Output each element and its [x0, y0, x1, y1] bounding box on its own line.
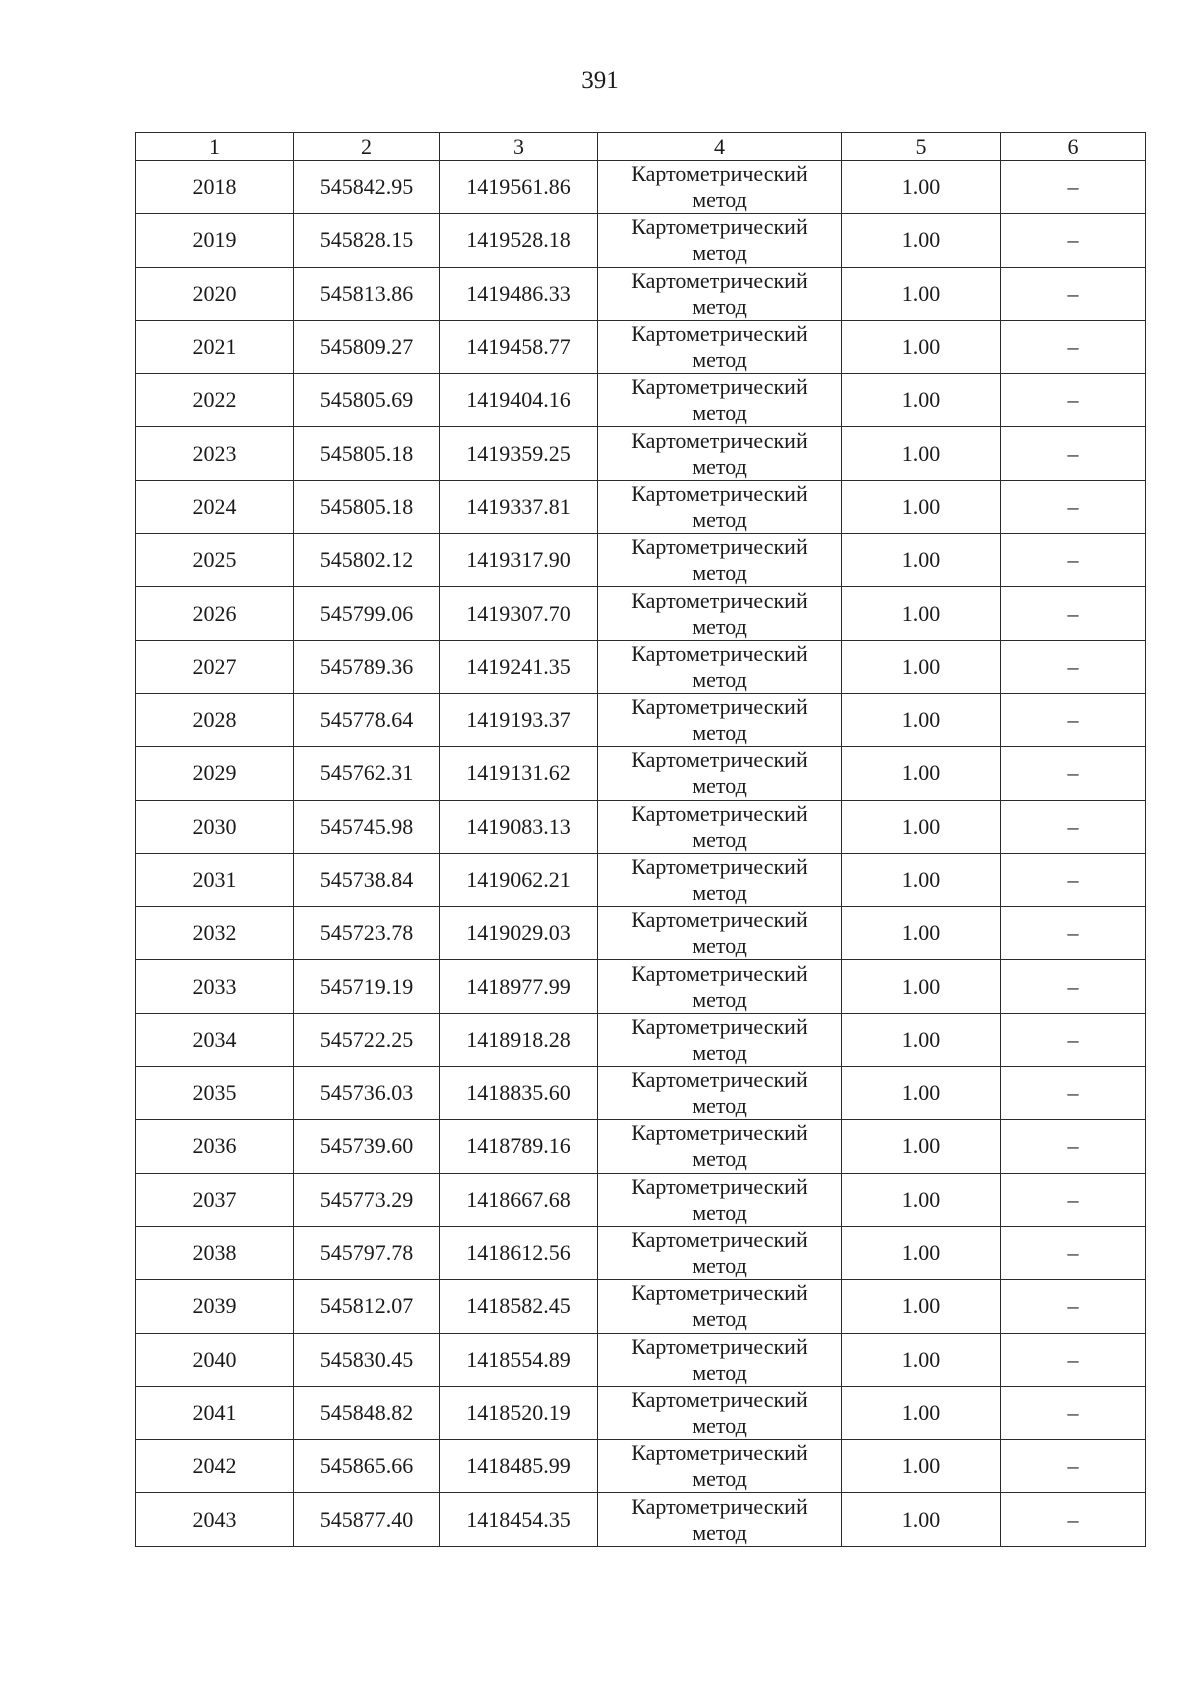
method-line-2: метод [692, 347, 747, 373]
note-cell: – [1001, 161, 1146, 214]
point-number-cell: 2024 [136, 480, 294, 533]
x-coordinate-cell: 545828.15 [294, 214, 440, 267]
y-coordinate-cell: 1418554.89 [440, 1333, 598, 1386]
accuracy-cell: 1.00 [842, 267, 1001, 320]
table-row [136, 1440, 1146, 1493]
point-number-cell: 2025 [136, 534, 294, 587]
y-coordinate-cell: 1418667.68 [440, 1173, 598, 1226]
x-coordinate-cell: 545762.31 [294, 747, 440, 800]
accuracy-cell: 1.00 [842, 1440, 1001, 1493]
method-cell [598, 320, 842, 373]
note-cell: – [1001, 1493, 1146, 1546]
accuracy-cell: 1.00 [842, 214, 1001, 267]
table-row [136, 161, 1146, 214]
method-line-1: Картометрический [631, 854, 808, 879]
page-number: 391 [581, 67, 619, 94]
column-header-4: 4 [598, 133, 842, 161]
method-cell [598, 534, 842, 587]
x-coordinate-cell: 545739.60 [294, 1120, 440, 1173]
method-line-2: метод [692, 1093, 747, 1119]
x-coordinate-cell: 545865.66 [294, 1440, 440, 1493]
point-number-cell: 2041 [136, 1386, 294, 1439]
y-coordinate-cell: 1418835.60 [440, 1067, 598, 1120]
method-line-1: Картометрический [631, 1440, 808, 1466]
y-coordinate-cell: 1419317.90 [440, 534, 598, 587]
method-line-2: метод [692, 293, 747, 319]
table-row [136, 587, 1146, 640]
table-row [136, 1333, 1146, 1386]
table-row [136, 800, 1146, 853]
note-cell: – [1001, 587, 1146, 640]
y-coordinate-cell: 1419193.37 [440, 693, 598, 746]
method-line-1: Картометрический [631, 534, 808, 560]
method-line-2: метод [692, 400, 747, 426]
point-number-cell: 2026 [136, 587, 294, 640]
column-header-3: 3 [440, 133, 598, 161]
table-row [136, 480, 1146, 533]
accuracy-cell: 1.00 [842, 427, 1001, 480]
y-coordinate-cell: 1418977.99 [440, 960, 598, 1013]
y-coordinate-cell: 1419561.86 [440, 161, 598, 214]
table-row [136, 747, 1146, 800]
method-line-1: Картометрический [631, 1120, 808, 1146]
accuracy-cell: 1.00 [842, 480, 1001, 533]
note-cell: – [1001, 1333, 1146, 1386]
accuracy-cell: 1.00 [842, 1013, 1001, 1066]
y-coordinate-cell: 1418454.35 [440, 1493, 598, 1546]
table-header [136, 133, 1146, 161]
method-cell [598, 1386, 842, 1439]
point-number-cell: 2030 [136, 800, 294, 853]
note-cell: – [1001, 1226, 1146, 1279]
method-cell [598, 480, 842, 533]
method-line-2: метод [692, 1253, 747, 1279]
table-row [136, 1386, 1146, 1439]
accuracy-cell: 1.00 [842, 1386, 1001, 1439]
note-cell: – [1001, 907, 1146, 960]
method-cell [598, 267, 842, 320]
accuracy-cell: 1.00 [842, 1493, 1001, 1546]
x-coordinate-cell: 545842.95 [294, 161, 440, 214]
method-line-2: метод [692, 1306, 747, 1332]
point-number-cell: 2029 [136, 747, 294, 800]
point-number-cell: 2021 [136, 320, 294, 373]
table-row [136, 1013, 1146, 1066]
accuracy-cell: 1.00 [842, 534, 1001, 587]
y-coordinate-cell: 1419241.35 [440, 640, 598, 693]
accuracy-cell: 1.00 [842, 320, 1001, 373]
method-line-2: метод [692, 720, 747, 746]
method-line-2: метод [692, 1199, 747, 1225]
method-line-1: Картометрический [631, 1386, 808, 1412]
table-row [136, 534, 1146, 587]
method-cell [598, 960, 842, 1013]
x-coordinate-cell: 545736.03 [294, 1067, 440, 1120]
note-cell: – [1001, 640, 1146, 693]
method-line-1: Картометрический [631, 907, 808, 933]
method-line-1: Картометрический [631, 214, 808, 240]
note-cell: – [1001, 747, 1146, 800]
table-row [136, 427, 1146, 480]
x-coordinate-cell: 545805.18 [294, 427, 440, 480]
method-line-1: Картометрический [631, 1333, 808, 1359]
method-line-1: Картометрический [631, 640, 808, 666]
accuracy-cell: 1.00 [842, 1120, 1001, 1173]
y-coordinate-cell: 1419029.03 [440, 907, 598, 960]
accuracy-cell: 1.00 [842, 587, 1001, 640]
method-line-1: Картометрический [631, 1013, 808, 1039]
x-coordinate-cell: 545802.12 [294, 534, 440, 587]
accuracy-cell: 1.00 [842, 800, 1001, 853]
method-line-1: Картометрический [631, 374, 808, 400]
point-number-cell: 2034 [136, 1013, 294, 1066]
note-cell: – [1001, 693, 1146, 746]
x-coordinate-cell: 545722.25 [294, 1013, 440, 1066]
point-number-cell: 2042 [136, 1440, 294, 1493]
x-coordinate-cell: 545797.78 [294, 1226, 440, 1279]
point-number-cell: 2037 [136, 1173, 294, 1226]
point-number-cell: 2032 [136, 907, 294, 960]
point-number-cell: 2036 [136, 1120, 294, 1173]
table-row [136, 374, 1146, 427]
point-number-cell: 2027 [136, 640, 294, 693]
method-line-2: метод [692, 826, 747, 852]
y-coordinate-cell: 1419337.81 [440, 480, 598, 533]
y-coordinate-cell: 1418918.28 [440, 1013, 598, 1066]
accuracy-cell: 1.00 [842, 907, 1001, 960]
y-coordinate-cell: 1418612.56 [440, 1226, 598, 1279]
method-line-1: Картометрический [631, 321, 808, 347]
accuracy-cell: 1.00 [842, 1333, 1001, 1386]
point-number-cell: 2028 [136, 693, 294, 746]
point-number-cell: 2019 [136, 214, 294, 267]
method-cell [598, 1333, 842, 1386]
method-line-2: метод [692, 773, 747, 799]
table-row [136, 320, 1146, 373]
note-cell: – [1001, 1173, 1146, 1226]
x-coordinate-cell: 545813.86 [294, 267, 440, 320]
method-cell [598, 1440, 842, 1493]
header-row [136, 133, 1146, 161]
method-line-2: метод [692, 187, 747, 213]
point-number-cell: 2043 [136, 1493, 294, 1546]
method-line-1: Картометрический [631, 587, 808, 613]
method-line-1: Картометрический [631, 427, 808, 453]
method-cell [598, 161, 842, 214]
y-coordinate-cell: 1419083.13 [440, 800, 598, 853]
table-row [136, 1173, 1146, 1226]
method-line-2: метод [692, 240, 747, 266]
method-line-2: метод [692, 453, 747, 479]
method-line-1: Картометрический [631, 960, 808, 986]
note-cell: – [1001, 374, 1146, 427]
y-coordinate-cell: 1419404.16 [440, 374, 598, 427]
method-line-1: Картометрический [631, 1280, 808, 1306]
note-cell: – [1001, 1280, 1146, 1333]
method-cell [598, 747, 842, 800]
accuracy-cell: 1.00 [842, 853, 1001, 906]
column-header-2: 2 [294, 133, 440, 161]
note-cell: – [1001, 214, 1146, 267]
note-cell: – [1001, 800, 1146, 853]
note-cell: – [1001, 1440, 1146, 1493]
method-line-2: метод [692, 1412, 747, 1438]
point-number-cell: 2040 [136, 1333, 294, 1386]
accuracy-cell: 1.00 [842, 1280, 1001, 1333]
y-coordinate-cell: 1418789.16 [440, 1120, 598, 1173]
table-row [136, 267, 1146, 320]
y-coordinate-cell: 1419528.18 [440, 214, 598, 267]
method-line-2: метод [692, 986, 747, 1012]
point-number-cell: 2035 [136, 1067, 294, 1120]
y-coordinate-cell: 1418485.99 [440, 1440, 598, 1493]
method-line-2: метод [692, 1146, 747, 1172]
point-number-cell: 2020 [136, 267, 294, 320]
method-cell [598, 214, 842, 267]
method-line-2: метод [692, 506, 747, 532]
method-cell [598, 640, 842, 693]
point-number-cell: 2033 [136, 960, 294, 1013]
y-coordinate-cell: 1418582.45 [440, 1280, 598, 1333]
coordinates-table [135, 132, 1146, 1547]
method-line-1: Картометрический [631, 480, 808, 506]
method-cell [598, 853, 842, 906]
column-header-1: 1 [136, 133, 294, 161]
point-number-cell: 2023 [136, 427, 294, 480]
method-line-2: метод [692, 1466, 747, 1492]
note-cell: – [1001, 960, 1146, 1013]
method-line-2: метод [692, 1519, 747, 1545]
method-line-2: метод [692, 880, 747, 905]
point-number-cell: 2022 [136, 374, 294, 427]
method-cell [598, 427, 842, 480]
table-row [136, 214, 1146, 267]
method-line-2: метод [692, 1359, 747, 1385]
column-header-5: 5 [842, 133, 1001, 161]
method-line-2: метод [692, 1039, 747, 1065]
x-coordinate-cell: 545778.64 [294, 693, 440, 746]
point-number-cell: 2018 [136, 161, 294, 214]
x-coordinate-cell: 545848.82 [294, 1386, 440, 1439]
x-coordinate-cell: 545789.36 [294, 640, 440, 693]
x-coordinate-cell: 545773.29 [294, 1173, 440, 1226]
method-line-1: Картометрический [631, 1067, 808, 1093]
accuracy-cell: 1.00 [842, 640, 1001, 693]
x-coordinate-cell: 545812.07 [294, 1280, 440, 1333]
table-row [136, 1226, 1146, 1279]
method-line-1: Картометрический [631, 161, 808, 187]
method-line-1: Картометрический [631, 1173, 808, 1199]
method-cell [598, 800, 842, 853]
method-cell [598, 1013, 842, 1066]
note-cell: – [1001, 320, 1146, 373]
y-coordinate-cell: 1419062.21 [440, 853, 598, 906]
table-row [136, 1067, 1146, 1120]
note-cell: – [1001, 1013, 1146, 1066]
accuracy-cell: 1.00 [842, 747, 1001, 800]
point-number-cell: 2039 [136, 1280, 294, 1333]
table-row [136, 1493, 1146, 1546]
x-coordinate-cell: 545809.27 [294, 320, 440, 373]
y-coordinate-cell: 1419307.70 [440, 587, 598, 640]
table-row [136, 693, 1146, 746]
table-row [136, 640, 1146, 693]
x-coordinate-cell: 545830.45 [294, 1333, 440, 1386]
x-coordinate-cell: 545723.78 [294, 907, 440, 960]
point-number-cell: 2038 [136, 1226, 294, 1279]
method-line-1: Картометрический [631, 267, 808, 293]
x-coordinate-cell: 545805.69 [294, 374, 440, 427]
note-cell: – [1001, 1120, 1146, 1173]
note-cell: – [1001, 534, 1146, 587]
x-coordinate-cell: 545805.18 [294, 480, 440, 533]
accuracy-cell: 1.00 [842, 960, 1001, 1013]
method-line-1: Картометрический [631, 800, 808, 826]
method-cell [598, 1280, 842, 1333]
y-coordinate-cell: 1418520.19 [440, 1386, 598, 1439]
note-cell: – [1001, 267, 1146, 320]
table-row [136, 1120, 1146, 1173]
x-coordinate-cell: 545745.98 [294, 800, 440, 853]
method-line-2: метод [692, 613, 747, 639]
accuracy-cell: 1.00 [842, 374, 1001, 427]
accuracy-cell: 1.00 [842, 1067, 1001, 1120]
column-header-6: 6 [1001, 133, 1146, 161]
table-row [136, 853, 1146, 906]
y-coordinate-cell: 1419131.62 [440, 747, 598, 800]
method-cell [598, 1226, 842, 1279]
method-line-2: метод [692, 933, 747, 959]
method-line-1: Картометрический [631, 1493, 808, 1519]
accuracy-cell: 1.00 [842, 1173, 1001, 1226]
method-cell [598, 693, 842, 746]
accuracy-cell: 1.00 [842, 693, 1001, 746]
table-body [136, 161, 1146, 1547]
accuracy-cell: 1.00 [842, 161, 1001, 214]
method-line-2: метод [692, 560, 747, 586]
method-line-1: Картометрический [631, 694, 808, 720]
x-coordinate-cell: 545719.19 [294, 960, 440, 1013]
method-cell [598, 1120, 842, 1173]
y-coordinate-cell: 1419486.33 [440, 267, 598, 320]
method-cell [598, 587, 842, 640]
x-coordinate-cell: 545799.06 [294, 587, 440, 640]
y-coordinate-cell: 1419458.77 [440, 320, 598, 373]
table-row [136, 907, 1146, 960]
method-line-2: метод [692, 666, 747, 692]
method-cell [598, 907, 842, 960]
x-coordinate-cell: 545738.84 [294, 853, 440, 906]
note-cell: – [1001, 480, 1146, 533]
table-row [136, 1280, 1146, 1333]
method-cell [598, 1067, 842, 1120]
y-coordinate-cell: 1419359.25 [440, 427, 598, 480]
method-cell [598, 374, 842, 427]
accuracy-cell: 1.00 [842, 1226, 1001, 1279]
note-cell: – [1001, 1386, 1146, 1439]
note-cell: – [1001, 427, 1146, 480]
note-cell: – [1001, 1067, 1146, 1120]
method-line-1: Картометрический [631, 1227, 808, 1253]
method-cell [598, 1493, 842, 1546]
x-coordinate-cell: 545877.40 [294, 1493, 440, 1546]
method-cell [598, 1173, 842, 1226]
point-number-cell: 2031 [136, 853, 294, 906]
note-cell: – [1001, 853, 1146, 906]
method-line-1: Картометрический [631, 747, 808, 773]
table-row [136, 960, 1146, 1013]
